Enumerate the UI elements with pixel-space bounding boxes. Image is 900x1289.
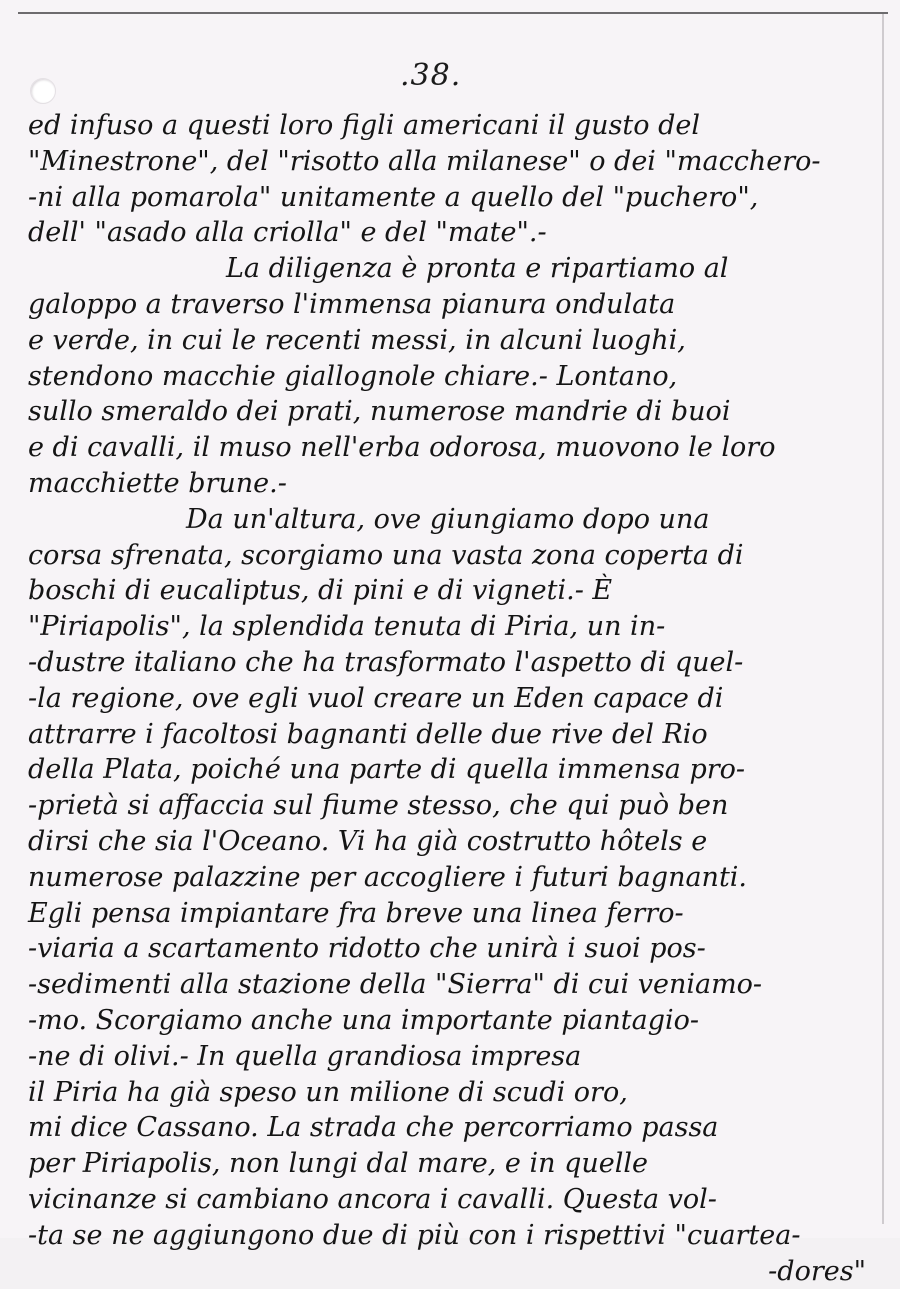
text-line: -dores" <box>28 1254 880 1289</box>
text-line: Egli pensa impiantare fra breve una linea ferro- <box>28 896 880 932</box>
text-line: il Piria ha già speso un milione di scudi oro, <box>28 1075 880 1111</box>
text-line: -prietà si affaccia sul fiume stesso, che qui può ben <box>28 788 880 824</box>
text-line: "Piriapolis", la splendida tenuta di Piria, un in- <box>28 609 880 645</box>
text-line: -ni alla pomarola" unitamente a quello del "puchero", <box>28 180 880 216</box>
text-line: della Plata, poiché una parte di quella immensa pro- <box>28 752 880 788</box>
page-top-border <box>18 12 888 14</box>
text-line: stendono macchie giallognole chiare.- Lontano, <box>28 359 880 395</box>
handwritten-text-block <box>28 108 880 1289</box>
text-line: corsa sfrenata, scorgiamo una vasta zona coperta di <box>28 538 880 574</box>
text-line: -dustre italiano che ha trasformato l'aspetto di quel- <box>28 645 880 681</box>
text-line: dell' "asado alla criolla" e del "mate".- <box>28 215 880 251</box>
text-line: La diligenza è pronta e ripartiamo al <box>28 251 880 287</box>
text-line: -viaria a scartamento ridotto che unirà i suoi pos- <box>28 931 880 967</box>
text-line: -mo. Scorgiamo anche una importante piantagio- <box>28 1003 880 1039</box>
text-line: e verde, in cui le recenti messi, in alcuni luoghi, <box>28 323 880 359</box>
text-line: vicinanze si cambiano ancora i cavalli. Questa vol- <box>28 1182 880 1218</box>
text-line: -ta se ne aggiungono due di più con i rispettivi "cuartea- <box>28 1218 880 1254</box>
text-line: Da un'altura, ove giungiamo dopo una <box>28 502 880 538</box>
text-line: macchiette brune.- <box>28 466 880 502</box>
text-line: e di cavalli, il muso nell'erba odorosa, muovono le loro <box>28 430 880 466</box>
punch-hole <box>30 78 56 104</box>
text-line: -ne di olivi.- In quella grandiosa impresa <box>28 1039 880 1075</box>
text-line: ed infuso a questi loro figli americani il gusto del <box>28 108 880 144</box>
text-line: attrarre i facoltosi bagnanti delle due rive del Rio <box>28 717 880 753</box>
text-line: boschi di eucaliptus, di pini e di vigneti.- È <box>28 573 880 609</box>
text-line: numerose palazzine per accogliere i futuri bagnanti. <box>28 860 880 896</box>
text-line: -sedimenti alla stazione della "Sierra" di cui veniamo- <box>28 967 880 1003</box>
text-line: "Minestrone", del "risotto alla milanese" o dei "macchero- <box>28 144 880 180</box>
page-right-edge <box>882 14 884 1224</box>
text-line: sullo smeraldo dei prati, numerose mandrie di buoi <box>28 394 880 430</box>
text-line: per Piriapolis, non lungi dal mare, e in quelle <box>28 1146 880 1182</box>
text-line: mi dice Cassano. La strada che percorriamo passa <box>28 1110 880 1146</box>
text-line: -la regione, ove egli vuol creare un Eden capace di <box>28 681 880 717</box>
text-line: galoppo a traverso l'immensa pianura ondulata <box>28 287 880 323</box>
page-number: .38. <box>400 58 461 93</box>
text-line: dirsi che sia l'Oceano. Vi ha già costrutto hôtels e <box>28 824 880 860</box>
